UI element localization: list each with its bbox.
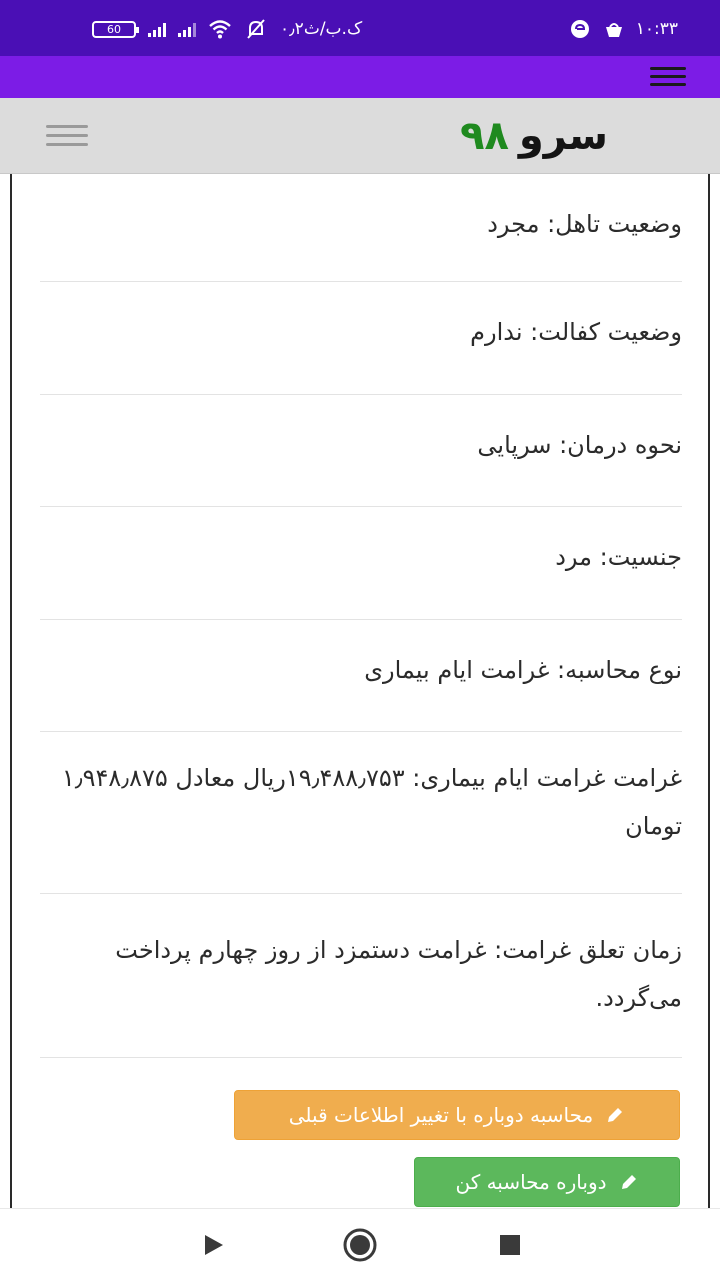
result-panel xyxy=(10,174,710,1208)
signal-strength-icon-2 xyxy=(178,21,196,37)
wifi-icon xyxy=(208,18,232,40)
clock: ۱۰:۳۳ xyxy=(635,19,678,39)
site-header xyxy=(0,98,720,174)
network-speed: ۰٫۲ک.ب/ث xyxy=(280,19,363,39)
app-notification-icon xyxy=(568,18,592,40)
status-bar xyxy=(0,0,720,56)
app-bar xyxy=(0,56,720,98)
marital-status-item: وضعیت تاهل: مجرد xyxy=(40,174,682,282)
pencil-icon xyxy=(605,1105,625,1125)
battery-level: 60 xyxy=(107,22,121,36)
circle-home-icon[interactable] xyxy=(342,1227,378,1263)
status-bar-left xyxy=(92,18,362,40)
compensation-timing-item: زمان تعلق غرامت: غرامت دستمزد از روز چهارم پرداخت می‌گردد. xyxy=(40,894,682,1058)
site-logo[interactable] xyxy=(460,112,608,160)
result-list xyxy=(40,174,682,1058)
hamburger-icon[interactable] xyxy=(650,67,686,86)
recalculate-with-changes-button[interactable] xyxy=(234,1090,680,1140)
treatment-type-item: نحوه درمان: سرپایی xyxy=(40,395,682,508)
logo-number: ۹۸ xyxy=(460,113,509,159)
signal-strength-icon xyxy=(148,21,166,37)
recalculate-with-changes-label: محاسبه دوباره با تغییر اطلاعات قبلی xyxy=(288,1103,594,1127)
play-triangle-icon[interactable] xyxy=(196,1227,232,1263)
system-nav-bar xyxy=(0,1208,720,1280)
calculation-type-item: نوع محاسبه: غرامت ایام بیماری xyxy=(40,620,682,733)
notifications-off-icon xyxy=(244,18,268,40)
compensation-amount-item: غرامت غرامت ایام بیماری: ۱۹٫۴۸۸٫۷۵۳ریال معادل ۱٫۹۴۸٫۸۷۵ تومان xyxy=(40,732,682,894)
header-menu-icon[interactable] xyxy=(46,125,88,146)
recalculate-button[interactable] xyxy=(414,1157,680,1207)
pencil-icon xyxy=(619,1172,639,1192)
logo-word: سرو xyxy=(518,113,608,159)
gender-item: جنسیت: مرد xyxy=(40,507,682,620)
status-bar-right xyxy=(568,18,678,40)
basket-icon xyxy=(602,18,626,40)
recalculate-label: دوباره محاسبه کن xyxy=(455,1170,607,1194)
guardianship-item: وضعیت کفالت: ندارم xyxy=(40,282,682,395)
battery-icon xyxy=(92,21,136,38)
square-recents-icon[interactable] xyxy=(492,1227,528,1263)
